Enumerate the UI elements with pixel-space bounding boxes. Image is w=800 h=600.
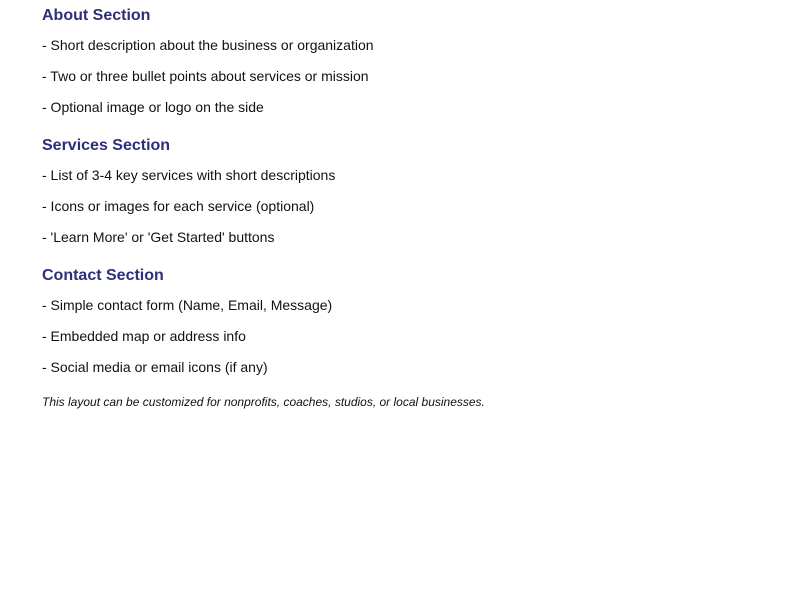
- about-bullet: - Optional image or logo on the side: [42, 99, 264, 115]
- section-title-services: Services Section: [42, 137, 171, 154]
- section-title-about: About Section: [42, 7, 151, 24]
- layout-note: This layout can be customized for nonprofits, coaches, studios, or local businesses.: [42, 395, 485, 409]
- about-bullet: - Two or three bullet points about services or mission: [42, 68, 369, 84]
- about-section: [42, 6, 782, 116]
- section-title-contact: Contact Section: [42, 267, 164, 284]
- contact-bullet: - Simple contact form (Name, Email, Message): [42, 297, 333, 313]
- services-section: [42, 136, 782, 246]
- contact-bullet: - Social media or email icons (if any): [42, 359, 268, 375]
- services-bullet: - Icons or images for each service (optional): [42, 198, 315, 214]
- document-page: [42, 6, 782, 410]
- services-bullet: - List of 3-4 key services with short descriptions: [42, 167, 336, 183]
- services-bullet: - 'Learn More' or 'Get Started' buttons: [42, 229, 275, 245]
- contact-bullet: - Embedded map or address info: [42, 328, 246, 344]
- about-bullet: - Short description about the business or organization: [42, 37, 374, 53]
- contact-section: [42, 266, 782, 376]
